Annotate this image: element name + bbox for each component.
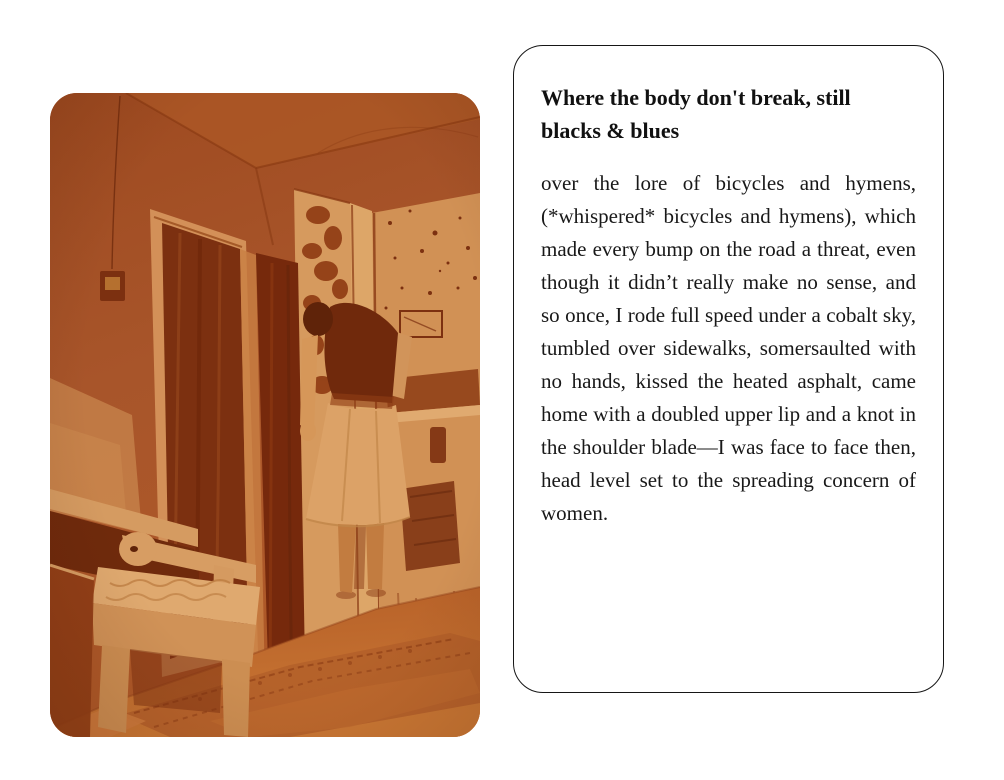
- poem-card: [513, 45, 944, 693]
- interior-photo-art: [50, 93, 480, 737]
- poem-title: Where the body don't break, still blacks & blues: [541, 85, 851, 143]
- poem-body: over the lore of bicycles and hymens, (*whispered* bicycles and hymens), which made every bump on the road a threat, even though it didn’t really make no sense, and so once, I rode full speed under a cobalt sky, tumbled over sidewalks, somersaulted with no hands, kissed the heated asphalt, came home with a doubled upper lip and a knot in the shoulder blade—I was face to face then, head level set to the spreading concern of women.: [541, 171, 916, 525]
- interior-photograph: [50, 93, 480, 737]
